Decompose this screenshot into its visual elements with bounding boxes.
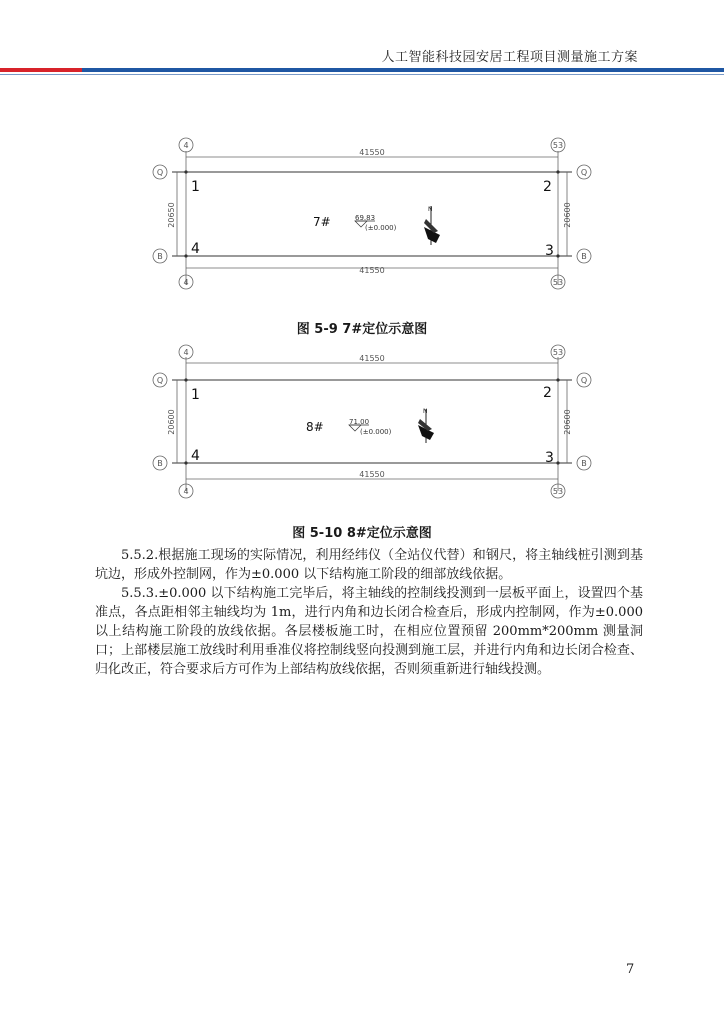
paragraph-5-5-2: 5.5.2.根据施工现场的实际情况，利用经纬仪（全站仪代替）和钢尺，将主轴线桩引测到基坑边，形成外控制网，作为±0.000 以下结构施工阶段的细部放线依据。 [95,548,643,582]
header-red-accent [0,68,82,72]
grid-label-b-right: B [581,459,587,468]
grid-label-q-right: Q [580,376,588,385]
building-number: 7# [313,215,331,229]
figure-8-drawing [0,339,724,504]
dimension-bottom: 41550 [359,470,385,479]
dimension-left: 20600 [167,409,176,435]
ref-level: (±0.000) [365,224,397,232]
figure-8-caption: 图 5-10 8#定位示意图 [292,526,432,541]
dimension-top: 41550 [359,148,385,157]
corner-label-3: 3 [545,243,554,259]
north-arrow-icon [418,408,434,443]
grid-label-right-bottom: 53 [552,278,564,287]
paragraph-5-5-3: 5.5.3.±0.000 以下结构施工完毕后，将主轴线的控制线投测到一层板平面上，设置四个基准点，各点距相邻主轴线均为 1m，进行内角和边长闭合检查后，形成内控制网，作为±0.000 以上结构施工阶段的放线依据。各层楼板施工时，在相应位置预留 200mm*200mm 测量洞口；上部楼层施工放线时利用垂准仪将控制线竖向投测到施工层，并进行内角和边长闭合检查、归化改正，符合要求后方可作为上部结构放线依据，否则须重新进行轴线投测。 [95,586,643,677]
dimension-left: 20650 [167,202,176,228]
svg-text:N: N [423,408,428,415]
figure-7-drawing [0,135,724,295]
dimension-bottom: 41550 [359,266,385,275]
corner-label-3: 3 [545,450,554,466]
grid-label-b-right: B [581,252,587,261]
corner-label-4: 4 [191,448,200,464]
grid-label-b-left: B [157,459,163,468]
corner-label-2: 2 [543,385,552,401]
elevation-value: 71.00 [349,418,370,426]
grid-label-left-top: 4 [183,141,189,150]
corner-label-1: 1 [191,387,200,403]
grid-label-q-right: Q [580,168,588,177]
dimension-right: 20600 [563,202,572,228]
dimension-right: 20600 [563,409,572,435]
grid-label-q-left: Q [156,376,164,385]
corner-label-2: 2 [543,179,552,195]
north-arrow-icon [424,206,440,245]
corner-label-4: 4 [191,241,200,257]
body-text [95,546,643,679]
grid-label-q-left: Q [156,168,164,177]
corner-label-1: 1 [191,179,200,195]
document-header-title: 人工智能科技园安居工程项目测量施工方案 [381,50,638,65]
grid-label-left-bottom: 4 [183,278,189,287]
header-blue-rule [0,68,724,72]
grid-label-left-top: 4 [183,348,189,357]
grid-label-right-top: 53 [552,141,564,150]
grid-label-right-bottom: 53 [552,487,564,496]
building-number: 8# [306,420,324,434]
grid-label-b-left: B [157,252,163,261]
grid-label-left-bottom: 4 [183,487,189,496]
elevation-value: 69.83 [355,214,376,222]
ref-level: (±0.000) [360,428,392,436]
page-number: 7 [626,962,635,977]
header-thin-rule [0,74,724,75]
dimension-top: 41550 [359,354,385,363]
figure-7-caption: 图 5-9 7#定位示意图 [296,322,428,337]
svg-text:N: N [428,206,433,213]
grid-label-right-top: 53 [552,348,564,357]
